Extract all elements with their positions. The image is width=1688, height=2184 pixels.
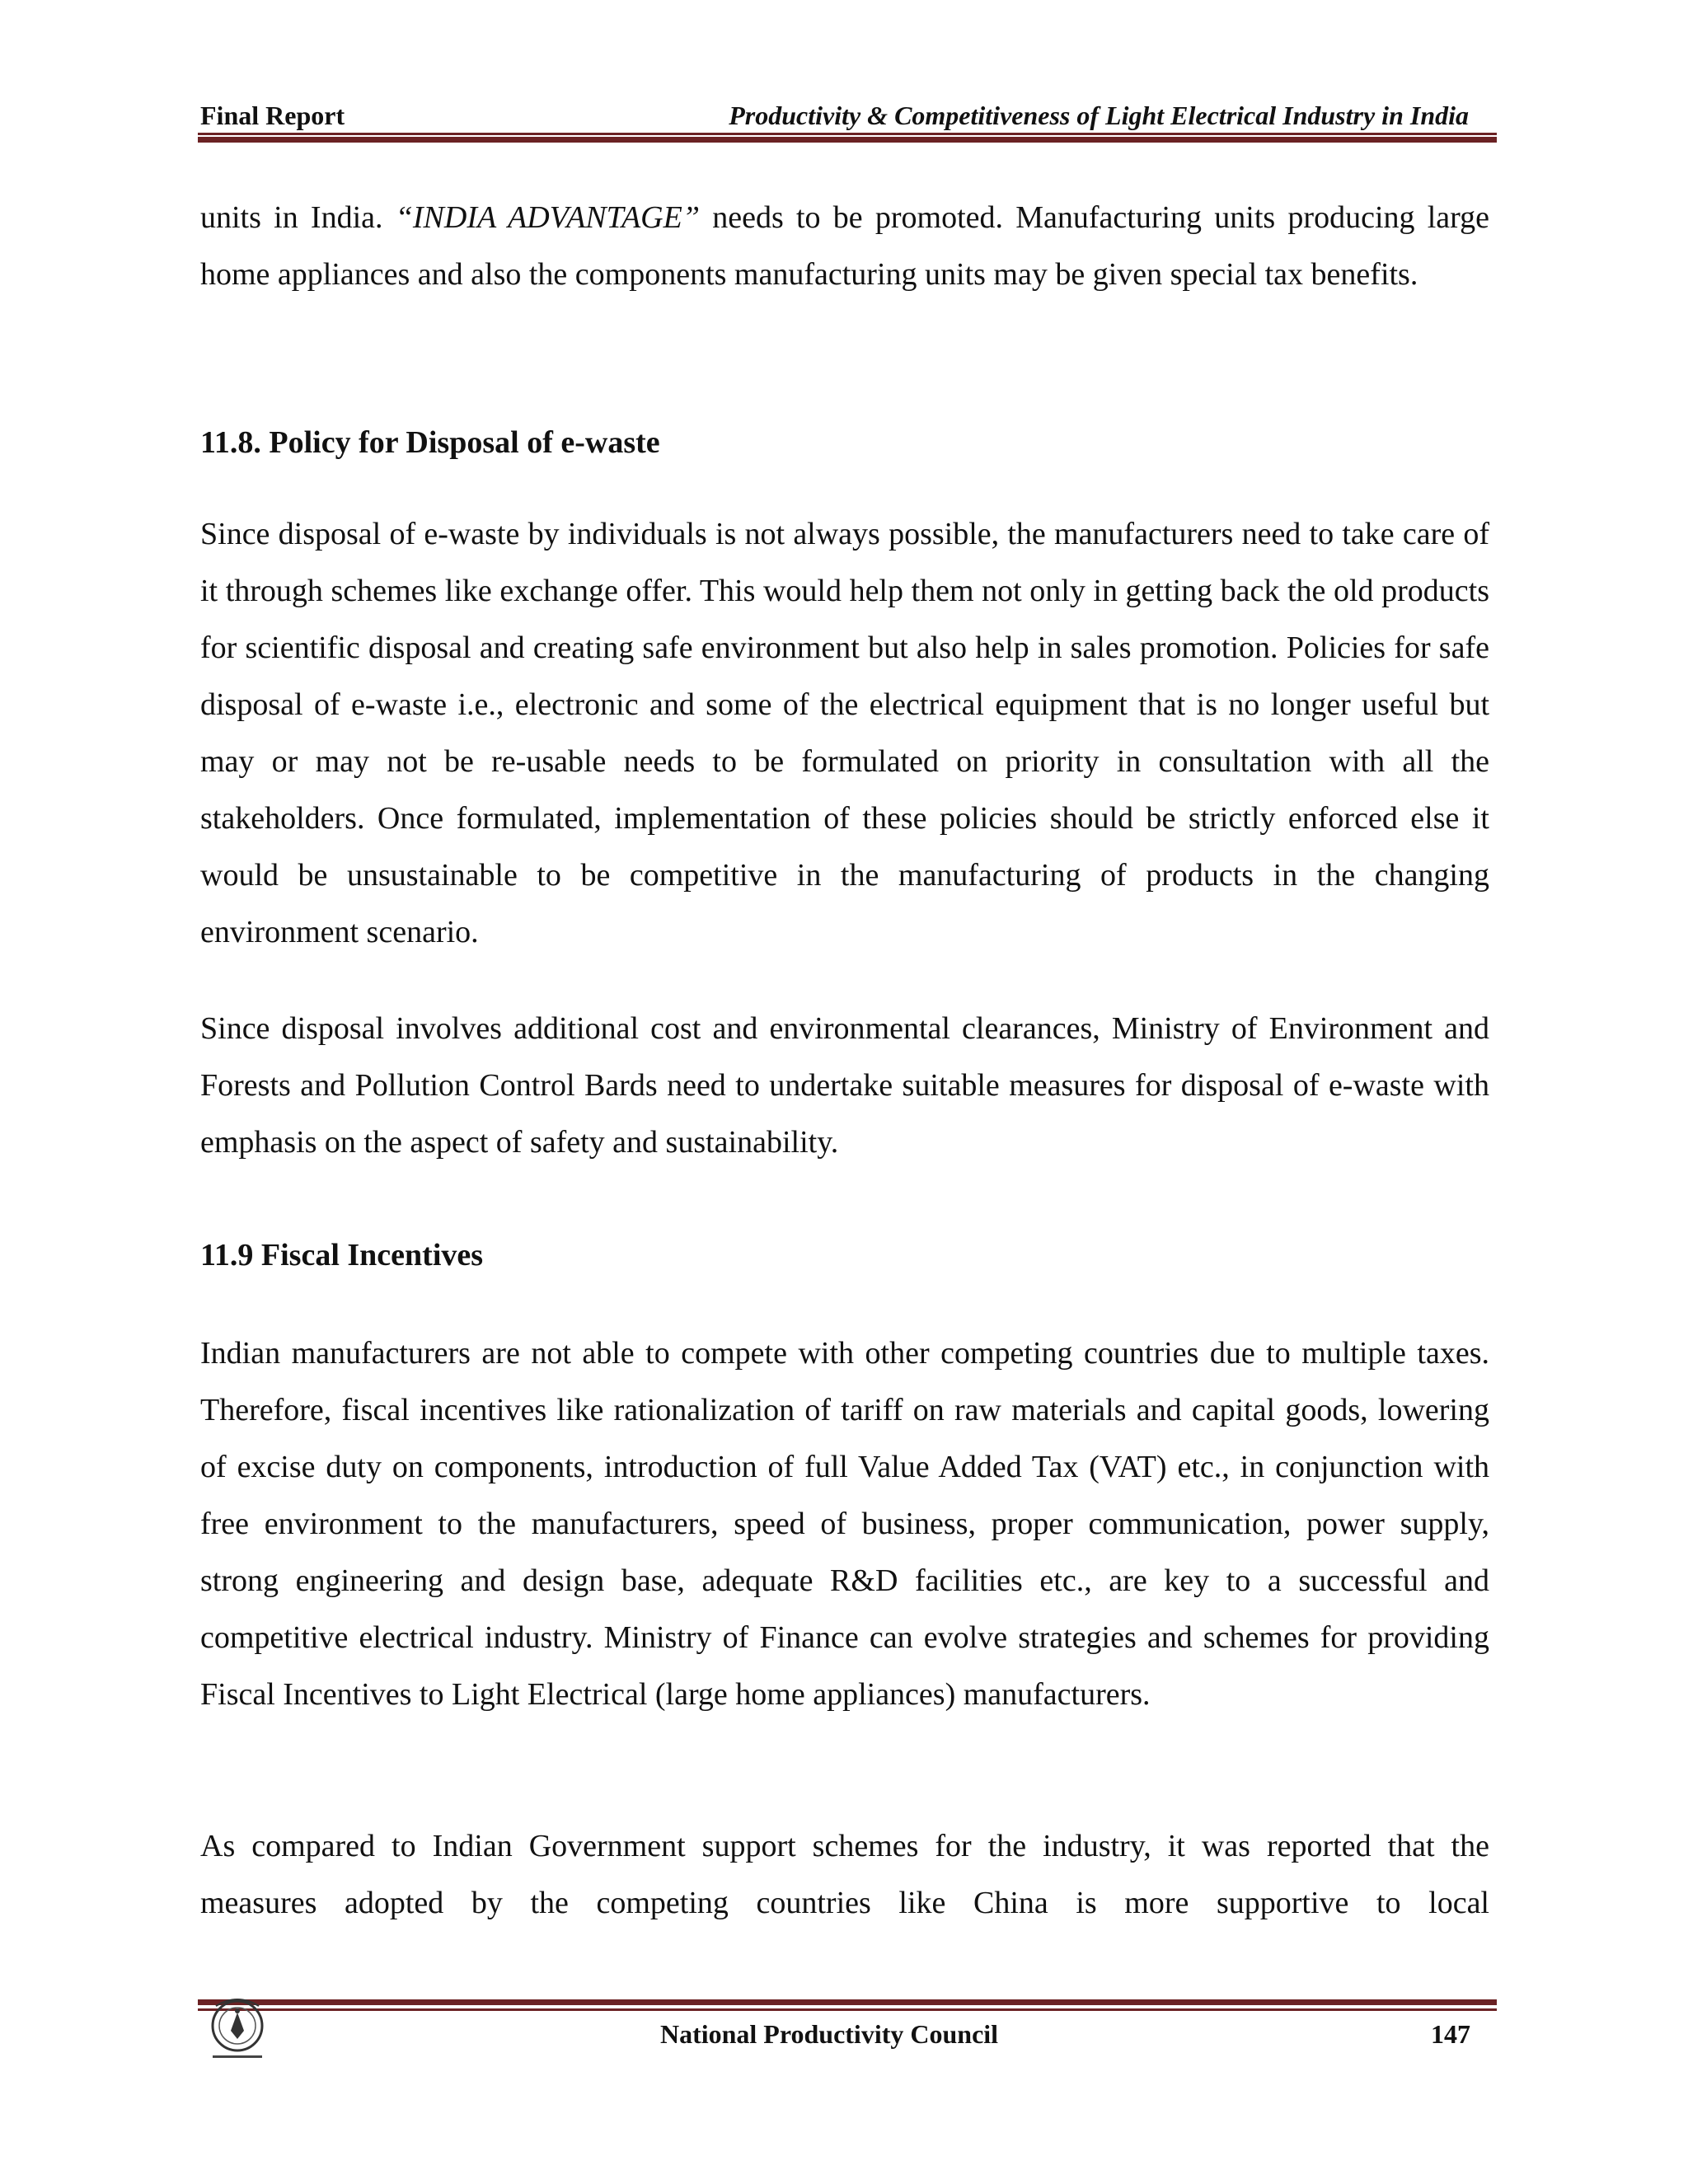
footer-organization: National Productivity Council [659,2019,999,2049]
section-11-9-paragraph-1: Indian manufacturers are not able to compete with other competing countries due to multiple taxes. Therefore, fiscal incentives like rationalization of tariff on raw materials and capital goods, lowering of excise duty on components, introduction of full Value Added Tax (VAT) etc., in conjunction with free environment to the manufacturers, speed of business, proper communication, power supply, strong engineering and design base, adequate R&D facilities etc., are key to a successful and competitive electrical industry. Ministry of Finance can evolve strategies and schemes for providing Fiscal Incentives to Light Electrical (large home appliances) manufacturers. [200,1336,1489,1712]
section-11-8-paragraph-1: Since disposal of e-waste by individuals is not always possible, the manufacturers need to take care of it through schemes like exchange offer. This would help them not only in getting back the old products for scientific disposal and creating safe environment but also help in sales promotion. Policies for safe disposal of e-waste i.e., electronic and some of the electrical equipment that is no longer useful but may or may not be re-usable needs to be formulated on priority in consultation with all the stakeholders. Once formulated, implementation of these policies should be strictly enforced else it would be unsustainable to be competitive in the manufacturing of products in the changing environment scenario. [200,517,1489,949]
footer-rule-thick [198,1999,1497,2005]
india-advantage-emphasis: “INDIA ADVANTAGE” [395,200,700,235]
page-number: 147 [1431,2019,1470,2049]
header-rule-thick [198,137,1497,143]
intro-paragraph: units in India. “INDIA ADVANTAGE” needs to be promoted. Manufacturing units producing large home appliances and also the components manufacturing units may be given special tax benefits. [200,200,1489,292]
section-heading-11-9: 11.9 Fiscal Incentives [200,1238,484,1272]
section-11-9-paragraph-2: As compared to Indian Government support schemes for the industry, it was reported that the measures adopted by the competing countries like China is more supportive to local [200,1829,1489,1920]
section-heading-11-8: 11.8. Policy for Disposal of e-waste [200,425,660,460]
section-11-8-paragraph-2: Since disposal involves additional cost and environmental clearances, Ministry of Environment and Forests and Pollution Control Bards need to undertake suitable measures for disposal of e-waste with emphasis on the aspect of safety and sustainability. [200,1011,1489,1160]
header-rule-thin [198,133,1497,135]
header-report-label: Final Report [200,101,345,130]
header-document-title: Productivity & Competitiveness of Light Electrical Industry in India [729,101,1469,130]
footer-rule-thin [198,2008,1497,2011]
